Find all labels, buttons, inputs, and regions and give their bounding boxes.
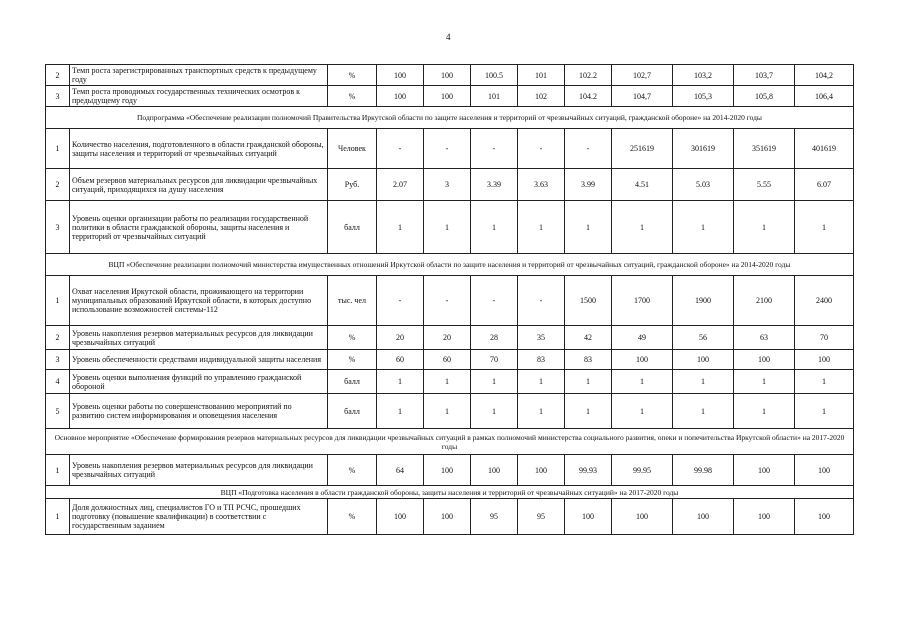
indicators-table (45, 64, 854, 535)
value-cell: 60 (377, 350, 424, 370)
value-cell: 1 (377, 201, 424, 254)
section-title: ВЦП «Обеспечение реализации полномочий министерства имущественных отношений Иркутской области по защите населения и территорий от чрезвычайных ситуаций, гражданской обороне» на 2014-2020 годы (46, 254, 854, 276)
row-number-cell: 3 (46, 350, 70, 370)
unit-cell: % (328, 326, 377, 350)
section-header-row (46, 486, 854, 499)
value-cell: 83 (518, 350, 565, 370)
value-cell: - (518, 276, 565, 326)
value-cell: 106,4 (795, 86, 854, 107)
value-cell: - (377, 276, 424, 326)
value-cell: 5.03 (673, 169, 734, 201)
value-cell: 1900 (673, 276, 734, 326)
row-number-cell: 3 (46, 86, 70, 107)
row-number-cell: 3 (46, 201, 70, 254)
unit-cell: балл (328, 201, 377, 254)
indicator-name-cell: Уровень накопления резервов материальных ресурсов для ликвидации чрезвычайных ситуаций (70, 455, 328, 486)
value-cell: - (471, 129, 518, 169)
value-cell: 6.07 (795, 169, 854, 201)
row-number-cell: 1 (46, 455, 70, 486)
value-cell: 42 (565, 326, 612, 350)
value-cell: 1 (424, 370, 471, 394)
value-cell: 1 (795, 370, 854, 394)
value-cell: 105,8 (734, 86, 795, 107)
value-cell: 1 (734, 201, 795, 254)
indicator-name-cell: Уровень обеспеченности средствами индивидуальной защиты населения (70, 350, 328, 370)
indicator-name-cell: Количество населения, подготовленного в области гражданской обороны, защиты населения и территорий от чрезвычайных ситуаций (70, 129, 328, 169)
row-number-cell: 1 (46, 129, 70, 169)
value-cell: 100 (424, 65, 471, 86)
value-cell: 49 (612, 326, 673, 350)
row-number-cell: 2 (46, 169, 70, 201)
unit-cell: % (328, 350, 377, 370)
value-cell: 351619 (734, 129, 795, 169)
value-cell: 28 (471, 326, 518, 350)
row-number-cell: 5 (46, 394, 70, 429)
indicator-name-cell: Уровень оценки выполнения функций по управлению гражданской обороной (70, 370, 328, 394)
table-row (46, 350, 854, 370)
value-cell: - (565, 129, 612, 169)
indicator-name-cell: Уровень оценки работы по совершенствованию мероприятий по развитию систем информирования и оповещения населения (70, 394, 328, 429)
value-cell: 63 (734, 326, 795, 350)
section-header-row (46, 107, 854, 129)
value-cell: 401619 (795, 129, 854, 169)
value-cell: 70 (795, 326, 854, 350)
unit-cell: Руб. (328, 169, 377, 201)
value-cell: 1 (795, 201, 854, 254)
table-row (46, 86, 854, 107)
table-row (46, 394, 854, 429)
row-number-cell: 1 (46, 276, 70, 326)
row-number-cell: 1 (46, 499, 70, 535)
unit-cell: % (328, 455, 377, 486)
value-cell: 35 (518, 326, 565, 350)
unit-cell: Человек (328, 129, 377, 169)
value-cell: 1 (424, 201, 471, 254)
value-cell: 100.5 (471, 65, 518, 86)
value-cell: 99.95 (612, 455, 673, 486)
value-cell: 105,3 (673, 86, 734, 107)
value-cell: 3 (424, 169, 471, 201)
page-number: 4 (446, 32, 451, 42)
value-cell: 100 (377, 65, 424, 86)
table-row (46, 65, 854, 86)
value-cell: 100 (734, 499, 795, 535)
value-cell: 1 (734, 394, 795, 429)
value-cell: 1700 (612, 276, 673, 326)
section-header-row (46, 429, 854, 455)
value-cell: 100 (612, 350, 673, 370)
unit-cell: % (328, 499, 377, 535)
value-cell: 1 (673, 394, 734, 429)
value-cell: 104,2 (795, 65, 854, 86)
value-cell: 100 (795, 499, 854, 535)
value-cell: 100 (377, 499, 424, 535)
value-cell: 1 (795, 394, 854, 429)
value-cell: 70 (471, 350, 518, 370)
value-cell: 103,2 (673, 65, 734, 86)
unit-cell: балл (328, 370, 377, 394)
value-cell: 1 (518, 394, 565, 429)
value-cell: 100 (673, 350, 734, 370)
value-cell: - (424, 276, 471, 326)
section-title: ВЦП «Подготовка населения в области гражданской обороны, защиты населения и территорий от чрезвычайных ситуаций» на 2017-2020 годы (46, 486, 854, 499)
value-cell: 100 (424, 499, 471, 535)
row-number-cell: 2 (46, 65, 70, 86)
value-cell: 1 (424, 394, 471, 429)
value-cell: 99.93 (565, 455, 612, 486)
value-cell: 95 (518, 499, 565, 535)
value-cell: 1 (565, 394, 612, 429)
value-cell: 100 (673, 499, 734, 535)
indicator-name-cell: Темп роста проводимых государственных технических осмотров к предыдущему году (70, 86, 328, 107)
value-cell: 100 (377, 86, 424, 107)
value-cell: 56 (673, 326, 734, 350)
value-cell: 100 (612, 499, 673, 535)
value-cell: - (471, 276, 518, 326)
value-cell: 1500 (565, 276, 612, 326)
value-cell: 83 (565, 350, 612, 370)
value-cell: 1 (471, 201, 518, 254)
value-cell: 1 (612, 370, 673, 394)
section-title: Основное мероприятие «Обеспечение формирования резервов материальных ресурсов для ликвидации чрезвычайных ситуаций в рамках полномочий министерства социального развития, опеки и попечительства Иркутской области» на 2017-2020 годы (46, 429, 854, 455)
value-cell: 100 (734, 350, 795, 370)
value-cell: 100 (518, 455, 565, 486)
value-cell: - (377, 129, 424, 169)
value-cell: 1 (612, 394, 673, 429)
value-cell: 2.07 (377, 169, 424, 201)
value-cell: 1 (518, 370, 565, 394)
value-cell: 100 (795, 350, 854, 370)
indicator-name-cell: Объем резервов материальных ресурсов для ликвидации чрезвычайных ситуаций, приходящихся на душу населения (70, 169, 328, 201)
value-cell: 100 (565, 499, 612, 535)
value-cell: 4.51 (612, 169, 673, 201)
value-cell: 95 (471, 499, 518, 535)
indicator-name-cell: Уровень оценки организации работы по реализации государственной политики в области гражданской обороны, защиты населения и территорий от чрезвычайных ситуаций (70, 201, 328, 254)
unit-cell: % (328, 86, 377, 107)
value-cell: 100 (424, 455, 471, 486)
value-cell: 2400 (795, 276, 854, 326)
unit-cell: % (328, 65, 377, 86)
value-cell: 20 (424, 326, 471, 350)
value-cell: 1 (673, 201, 734, 254)
unit-cell: балл (328, 394, 377, 429)
value-cell: 2100 (734, 276, 795, 326)
value-cell: 99.98 (673, 455, 734, 486)
table-row (46, 201, 854, 254)
table-row (46, 370, 854, 394)
value-cell: 3.39 (471, 169, 518, 201)
table-row (46, 276, 854, 326)
row-number-cell: 2 (46, 326, 70, 350)
value-cell: 5.55 (734, 169, 795, 201)
value-cell: 1 (565, 201, 612, 254)
indicator-name-cell: Доля должностных лиц, специалистов ГО и ТП РСЧС, прошедших подготовку (повышение квалификации) в соответствии с государственным заданием (70, 499, 328, 535)
value-cell: 1 (565, 370, 612, 394)
value-cell: 64 (377, 455, 424, 486)
value-cell: 1 (377, 394, 424, 429)
value-cell: 103,7 (734, 65, 795, 86)
value-cell: 100 (424, 86, 471, 107)
value-cell: 101 (471, 86, 518, 107)
table-row (46, 499, 854, 535)
value-cell: 251619 (612, 129, 673, 169)
value-cell: 102 (518, 86, 565, 107)
value-cell: - (424, 129, 471, 169)
value-cell: 100 (471, 455, 518, 486)
value-cell: 1 (734, 370, 795, 394)
value-cell: 101 (518, 65, 565, 86)
row-number-cell: 4 (46, 370, 70, 394)
indicator-name-cell: Уровень накопления резервов материальных ресурсов для ликвидации чрезвычайных ситуаций (70, 326, 328, 350)
table-row (46, 129, 854, 169)
section-header-row (46, 254, 854, 276)
indicator-name-cell: Охват населения Иркутской области, проживающего на территории муниципальных образований Иркутской области, в которых доступно использование возможностей системы-112 (70, 276, 328, 326)
value-cell: 1 (471, 394, 518, 429)
value-cell: 20 (377, 326, 424, 350)
value-cell: 1 (518, 201, 565, 254)
indicator-name-cell: Темп роста зарегистрированных транспортных средств к предыдущему году (70, 65, 328, 86)
value-cell: 3.63 (518, 169, 565, 201)
value-cell: 104,7 (612, 86, 673, 107)
value-cell: 102.2 (565, 65, 612, 86)
table-row (46, 169, 854, 201)
value-cell: - (518, 129, 565, 169)
value-cell: 1 (471, 370, 518, 394)
value-cell: 100 (795, 455, 854, 486)
unit-cell: тыс. чел (328, 276, 377, 326)
value-cell: 1 (612, 201, 673, 254)
value-cell: 104.2 (565, 86, 612, 107)
value-cell: 1 (673, 370, 734, 394)
value-cell: 3.99 (565, 169, 612, 201)
value-cell: 102,7 (612, 65, 673, 86)
table-row (46, 326, 854, 350)
value-cell: 100 (734, 455, 795, 486)
section-title: Подпрограмма «Обеспечение реализации полномочий Правительства Иркутской области по защите населения и территорий от чрезвычайных ситуаций, гражданской обороне» на 2014-2020 годы (46, 107, 854, 129)
value-cell: 301619 (673, 129, 734, 169)
value-cell: 60 (424, 350, 471, 370)
value-cell: 1 (377, 370, 424, 394)
table-row (46, 455, 854, 486)
